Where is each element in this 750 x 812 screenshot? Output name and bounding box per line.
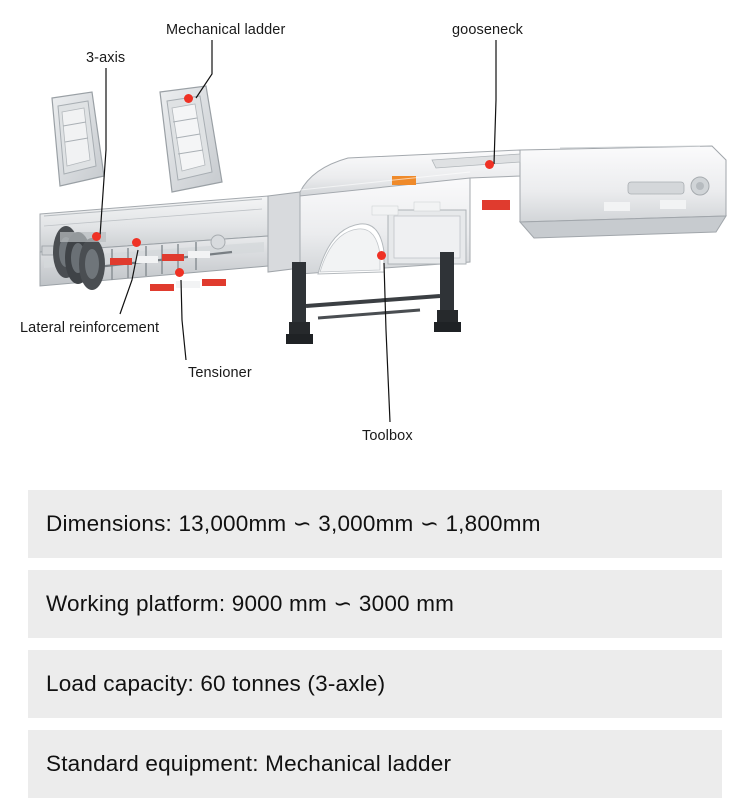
- callout-label-three-axis: 3-axis: [86, 50, 126, 66]
- callout-dot-mechanical-ladder: [184, 94, 193, 103]
- callout-label-tensioner: Tensioner: [188, 365, 252, 381]
- spec-row-working-platform: [28, 570, 722, 638]
- callout-label-toolbox: Toolbox: [362, 428, 413, 444]
- spec-text-dimensions: Dimensions: 13,000mm ∽ 3,000mm ∽ 1,800mm: [46, 511, 541, 536]
- callout-dot-lateral-reinforcement: [132, 238, 141, 247]
- callout-label-gooseneck: gooseneck: [452, 22, 524, 38]
- spec-row-load-capacity: [28, 650, 722, 718]
- callout-dot-toolbox: [377, 251, 386, 260]
- callout-label-mechanical-ladder: Mechanical ladder: [166, 22, 286, 38]
- callout-dot-gooseneck: [485, 160, 494, 169]
- spec-row-standard-equipment: [28, 730, 722, 798]
- spec-text-working-platform: Working platform: 9000 mm ∽ 3000 mm: [46, 591, 455, 616]
- spec-row-dimensions: [28, 490, 722, 558]
- spec-text-load-capacity: Load capacity: 60 tonnes (3-axle): [46, 671, 386, 696]
- spec-text-standard-equipment: Standard equipment: Mechanical ladder: [46, 751, 452, 776]
- callout-dot-three-axis: [92, 232, 101, 241]
- specification-list: [0, 470, 750, 812]
- rear-ramps: [52, 86, 222, 192]
- deck-port: [211, 235, 225, 249]
- callout-dot-tensioner: [175, 268, 184, 277]
- callout-label-lateral-reinforcement: Lateral reinforcement: [20, 320, 160, 336]
